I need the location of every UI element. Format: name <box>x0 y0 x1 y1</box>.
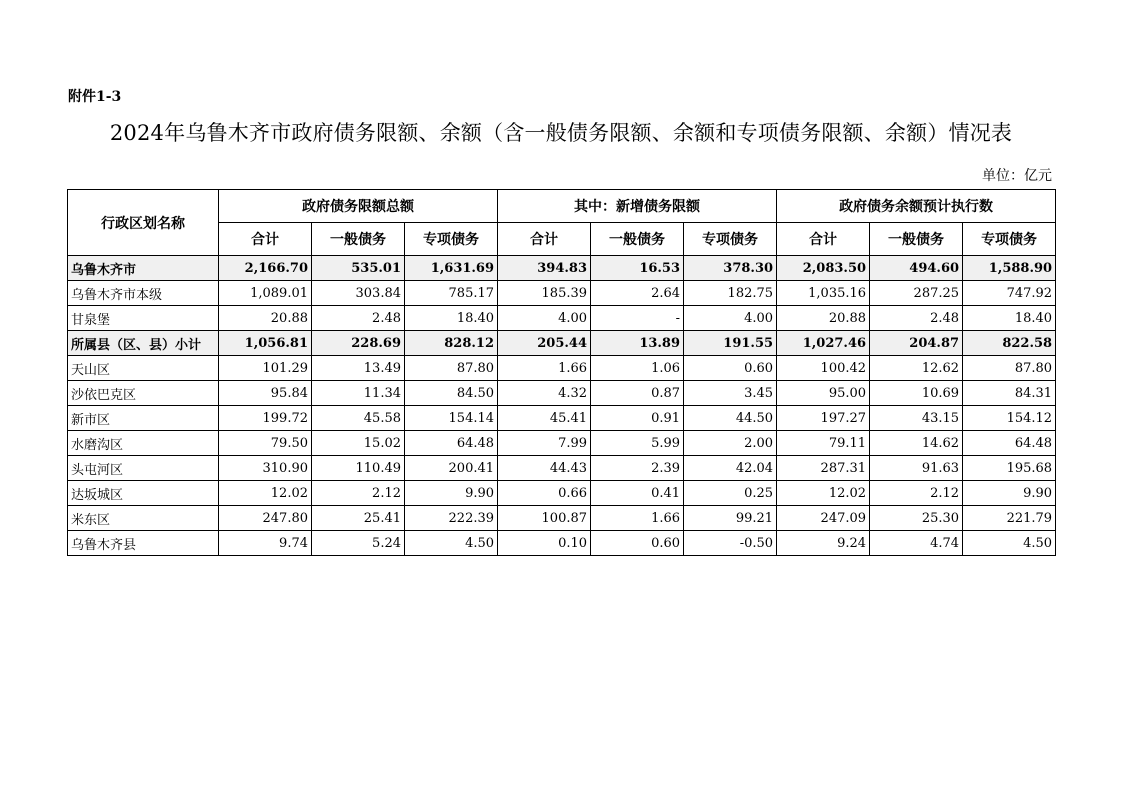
row-value-cell: 110.49 <box>312 456 405 481</box>
row-value-cell: 822.58 <box>963 331 1056 356</box>
row-value-cell: 20.88 <box>219 306 312 331</box>
row-region-name: 甘泉堡 <box>68 306 219 331</box>
row-value-cell: 2,083.50 <box>777 256 870 281</box>
row-value-cell: 3.45 <box>684 381 777 406</box>
row-value-cell: 1.66 <box>591 506 684 531</box>
row-value-cell: 310.90 <box>219 456 312 481</box>
row-value-cell: 185.39 <box>498 281 591 306</box>
row-value-cell: 4.74 <box>870 531 963 556</box>
row-value-cell: 45.41 <box>498 406 591 431</box>
table-body <box>68 256 1056 556</box>
row-value-cell: 287.25 <box>870 281 963 306</box>
table-row <box>68 331 1056 356</box>
header-region: 行政区划名称 <box>68 190 219 256</box>
table-header <box>68 190 1056 256</box>
header-group-new-limit: 其中：新增债务限额 <box>498 190 777 223</box>
header-sub: 一般债务 <box>591 223 684 256</box>
row-value-cell: 44.50 <box>684 406 777 431</box>
row-value-cell: 84.31 <box>963 381 1056 406</box>
row-value-cell: 1,631.69 <box>405 256 498 281</box>
row-value-cell: 15.02 <box>312 431 405 456</box>
row-value-cell: 10.69 <box>870 381 963 406</box>
row-region-name: 头屯河区 <box>68 456 219 481</box>
row-value-cell: 95.84 <box>219 381 312 406</box>
row-value-cell: 16.53 <box>591 256 684 281</box>
table-row <box>68 256 1056 281</box>
row-value-cell: 0.87 <box>591 381 684 406</box>
table-row <box>68 431 1056 456</box>
row-value-cell: 12.02 <box>219 481 312 506</box>
header-group-balance: 政府债务余额预计执行数 <box>777 190 1056 223</box>
row-value-cell: 1,089.01 <box>219 281 312 306</box>
header-sub: 合计 <box>498 223 591 256</box>
header-sub: 合计 <box>219 223 312 256</box>
row-value-cell: 12.62 <box>870 356 963 381</box>
row-region-name: 新市区 <box>68 406 219 431</box>
row-value-cell: 204.87 <box>870 331 963 356</box>
attachment-label: 附件1-3 <box>68 89 122 105</box>
row-value-cell: 42.04 <box>684 456 777 481</box>
row-value-cell: 20.88 <box>777 306 870 331</box>
row-value-cell: 101.29 <box>219 356 312 381</box>
row-value-cell: 87.80 <box>405 356 498 381</box>
header-sub: 一般债务 <box>870 223 963 256</box>
row-value-cell: 43.15 <box>870 406 963 431</box>
row-value-cell: 221.79 <box>963 506 1056 531</box>
row-value-cell: - <box>591 306 684 331</box>
header-sub: 一般债务 <box>312 223 405 256</box>
row-value-cell: 91.63 <box>870 456 963 481</box>
row-value-cell: 1,056.81 <box>219 331 312 356</box>
row-value-cell: 205.44 <box>498 331 591 356</box>
table-row <box>68 481 1056 506</box>
row-value-cell: 394.83 <box>498 256 591 281</box>
row-value-cell: 0.10 <box>498 531 591 556</box>
row-value-cell: 200.41 <box>405 456 498 481</box>
row-value-cell: 247.80 <box>219 506 312 531</box>
row-value-cell: 182.75 <box>684 281 777 306</box>
row-value-cell: 154.12 <box>963 406 1056 431</box>
row-value-cell: 9.24 <box>777 531 870 556</box>
row-value-cell: 303.84 <box>312 281 405 306</box>
row-value-cell: 5.24 <box>312 531 405 556</box>
row-value-cell: 4.50 <box>405 531 498 556</box>
row-region-name: 沙依巴克区 <box>68 381 219 406</box>
row-region-name: 所属县（区、县）小计 <box>68 331 219 356</box>
row-value-cell: 2.39 <box>591 456 684 481</box>
table-row <box>68 406 1056 431</box>
debt-table <box>67 189 1056 556</box>
row-value-cell: 747.92 <box>963 281 1056 306</box>
header-group-limit-total: 政府债务限额总额 <box>219 190 498 223</box>
table-row <box>68 306 1056 331</box>
table-row <box>68 506 1056 531</box>
row-value-cell: 25.30 <box>870 506 963 531</box>
row-region-name: 水磨沟区 <box>68 431 219 456</box>
row-value-cell: 1,035.16 <box>777 281 870 306</box>
row-value-cell: 1.66 <box>498 356 591 381</box>
row-value-cell: 191.55 <box>684 331 777 356</box>
row-value-cell: 378.30 <box>684 256 777 281</box>
row-value-cell: 7.99 <box>498 431 591 456</box>
row-value-cell: 222.39 <box>405 506 498 531</box>
unit-label: 单位：亿元 <box>982 168 1052 184</box>
row-value-cell: 4.00 <box>498 306 591 331</box>
row-value-cell: 199.72 <box>219 406 312 431</box>
row-value-cell: 0.60 <box>684 356 777 381</box>
row-value-cell: 18.40 <box>963 306 1056 331</box>
row-value-cell: 4.32 <box>498 381 591 406</box>
row-value-cell: 2.12 <box>870 481 963 506</box>
row-value-cell: 2.48 <box>870 306 963 331</box>
row-value-cell: 2.64 <box>591 281 684 306</box>
row-value-cell: 4.50 <box>963 531 1056 556</box>
row-value-cell: 4.00 <box>684 306 777 331</box>
row-region-name: 米东区 <box>68 506 219 531</box>
table-row <box>68 281 1056 306</box>
row-value-cell: 11.34 <box>312 381 405 406</box>
header-sub: 合计 <box>777 223 870 256</box>
row-value-cell: 1.06 <box>591 356 684 381</box>
row-value-cell: 25.41 <box>312 506 405 531</box>
row-value-cell: 2.48 <box>312 306 405 331</box>
row-value-cell: 1,588.90 <box>963 256 1056 281</box>
row-value-cell: 197.27 <box>777 406 870 431</box>
row-value-cell: 9.90 <box>963 481 1056 506</box>
row-region-name: 乌鲁木齐市本级 <box>68 281 219 306</box>
row-value-cell: 828.12 <box>405 331 498 356</box>
row-value-cell: 99.21 <box>684 506 777 531</box>
row-region-name: 天山区 <box>68 356 219 381</box>
header-sub: 专项债务 <box>405 223 498 256</box>
row-value-cell: 44.43 <box>498 456 591 481</box>
row-value-cell: 195.68 <box>963 456 1056 481</box>
table-row <box>68 456 1056 481</box>
row-value-cell: 79.50 <box>219 431 312 456</box>
row-value-cell: 100.87 <box>498 506 591 531</box>
header-sub: 专项债务 <box>963 223 1056 256</box>
row-value-cell: 0.91 <box>591 406 684 431</box>
row-value-cell: 13.49 <box>312 356 405 381</box>
row-value-cell: 0.41 <box>591 481 684 506</box>
row-value-cell: 0.25 <box>684 481 777 506</box>
row-value-cell: 87.80 <box>963 356 1056 381</box>
row-value-cell: 64.48 <box>405 431 498 456</box>
row-value-cell: 2.12 <box>312 481 405 506</box>
row-value-cell: 2.00 <box>684 431 777 456</box>
row-value-cell: 785.17 <box>405 281 498 306</box>
row-value-cell: 84.50 <box>405 381 498 406</box>
row-value-cell: 1,027.46 <box>777 331 870 356</box>
row-region-name: 达坂城区 <box>68 481 219 506</box>
row-value-cell: 535.01 <box>312 256 405 281</box>
row-value-cell: 18.40 <box>405 306 498 331</box>
row-value-cell: 13.89 <box>591 331 684 356</box>
row-value-cell: 64.48 <box>963 431 1056 456</box>
row-value-cell: 494.60 <box>870 256 963 281</box>
header-sub: 专项债务 <box>684 223 777 256</box>
row-value-cell: 79.11 <box>777 431 870 456</box>
row-value-cell: 154.14 <box>405 406 498 431</box>
row-value-cell: 14.62 <box>870 431 963 456</box>
row-value-cell: 45.58 <box>312 406 405 431</box>
table-row <box>68 531 1056 556</box>
row-value-cell: 95.00 <box>777 381 870 406</box>
row-value-cell: 100.42 <box>777 356 870 381</box>
row-value-cell: 12.02 <box>777 481 870 506</box>
row-value-cell: 0.66 <box>498 481 591 506</box>
row-value-cell: 0.60 <box>591 531 684 556</box>
row-region-name: 乌鲁木齐县 <box>68 531 219 556</box>
row-value-cell: 9.74 <box>219 531 312 556</box>
row-value-cell: 247.09 <box>777 506 870 531</box>
row-region-name: 乌鲁木齐市 <box>68 256 219 281</box>
row-value-cell: 5.99 <box>591 431 684 456</box>
row-value-cell: 228.69 <box>312 331 405 356</box>
table-row <box>68 356 1056 381</box>
document-title: 2024年乌鲁木齐市政府债务限额、余额（含一般债务限额、余额和专项债务限额、余额）情况表 <box>109 121 1013 145</box>
row-value-cell: 287.31 <box>777 456 870 481</box>
table-row <box>68 381 1056 406</box>
row-value-cell: 2,166.70 <box>219 256 312 281</box>
row-value-cell: 9.90 <box>405 481 498 506</box>
row-value-cell: -0.50 <box>684 531 777 556</box>
